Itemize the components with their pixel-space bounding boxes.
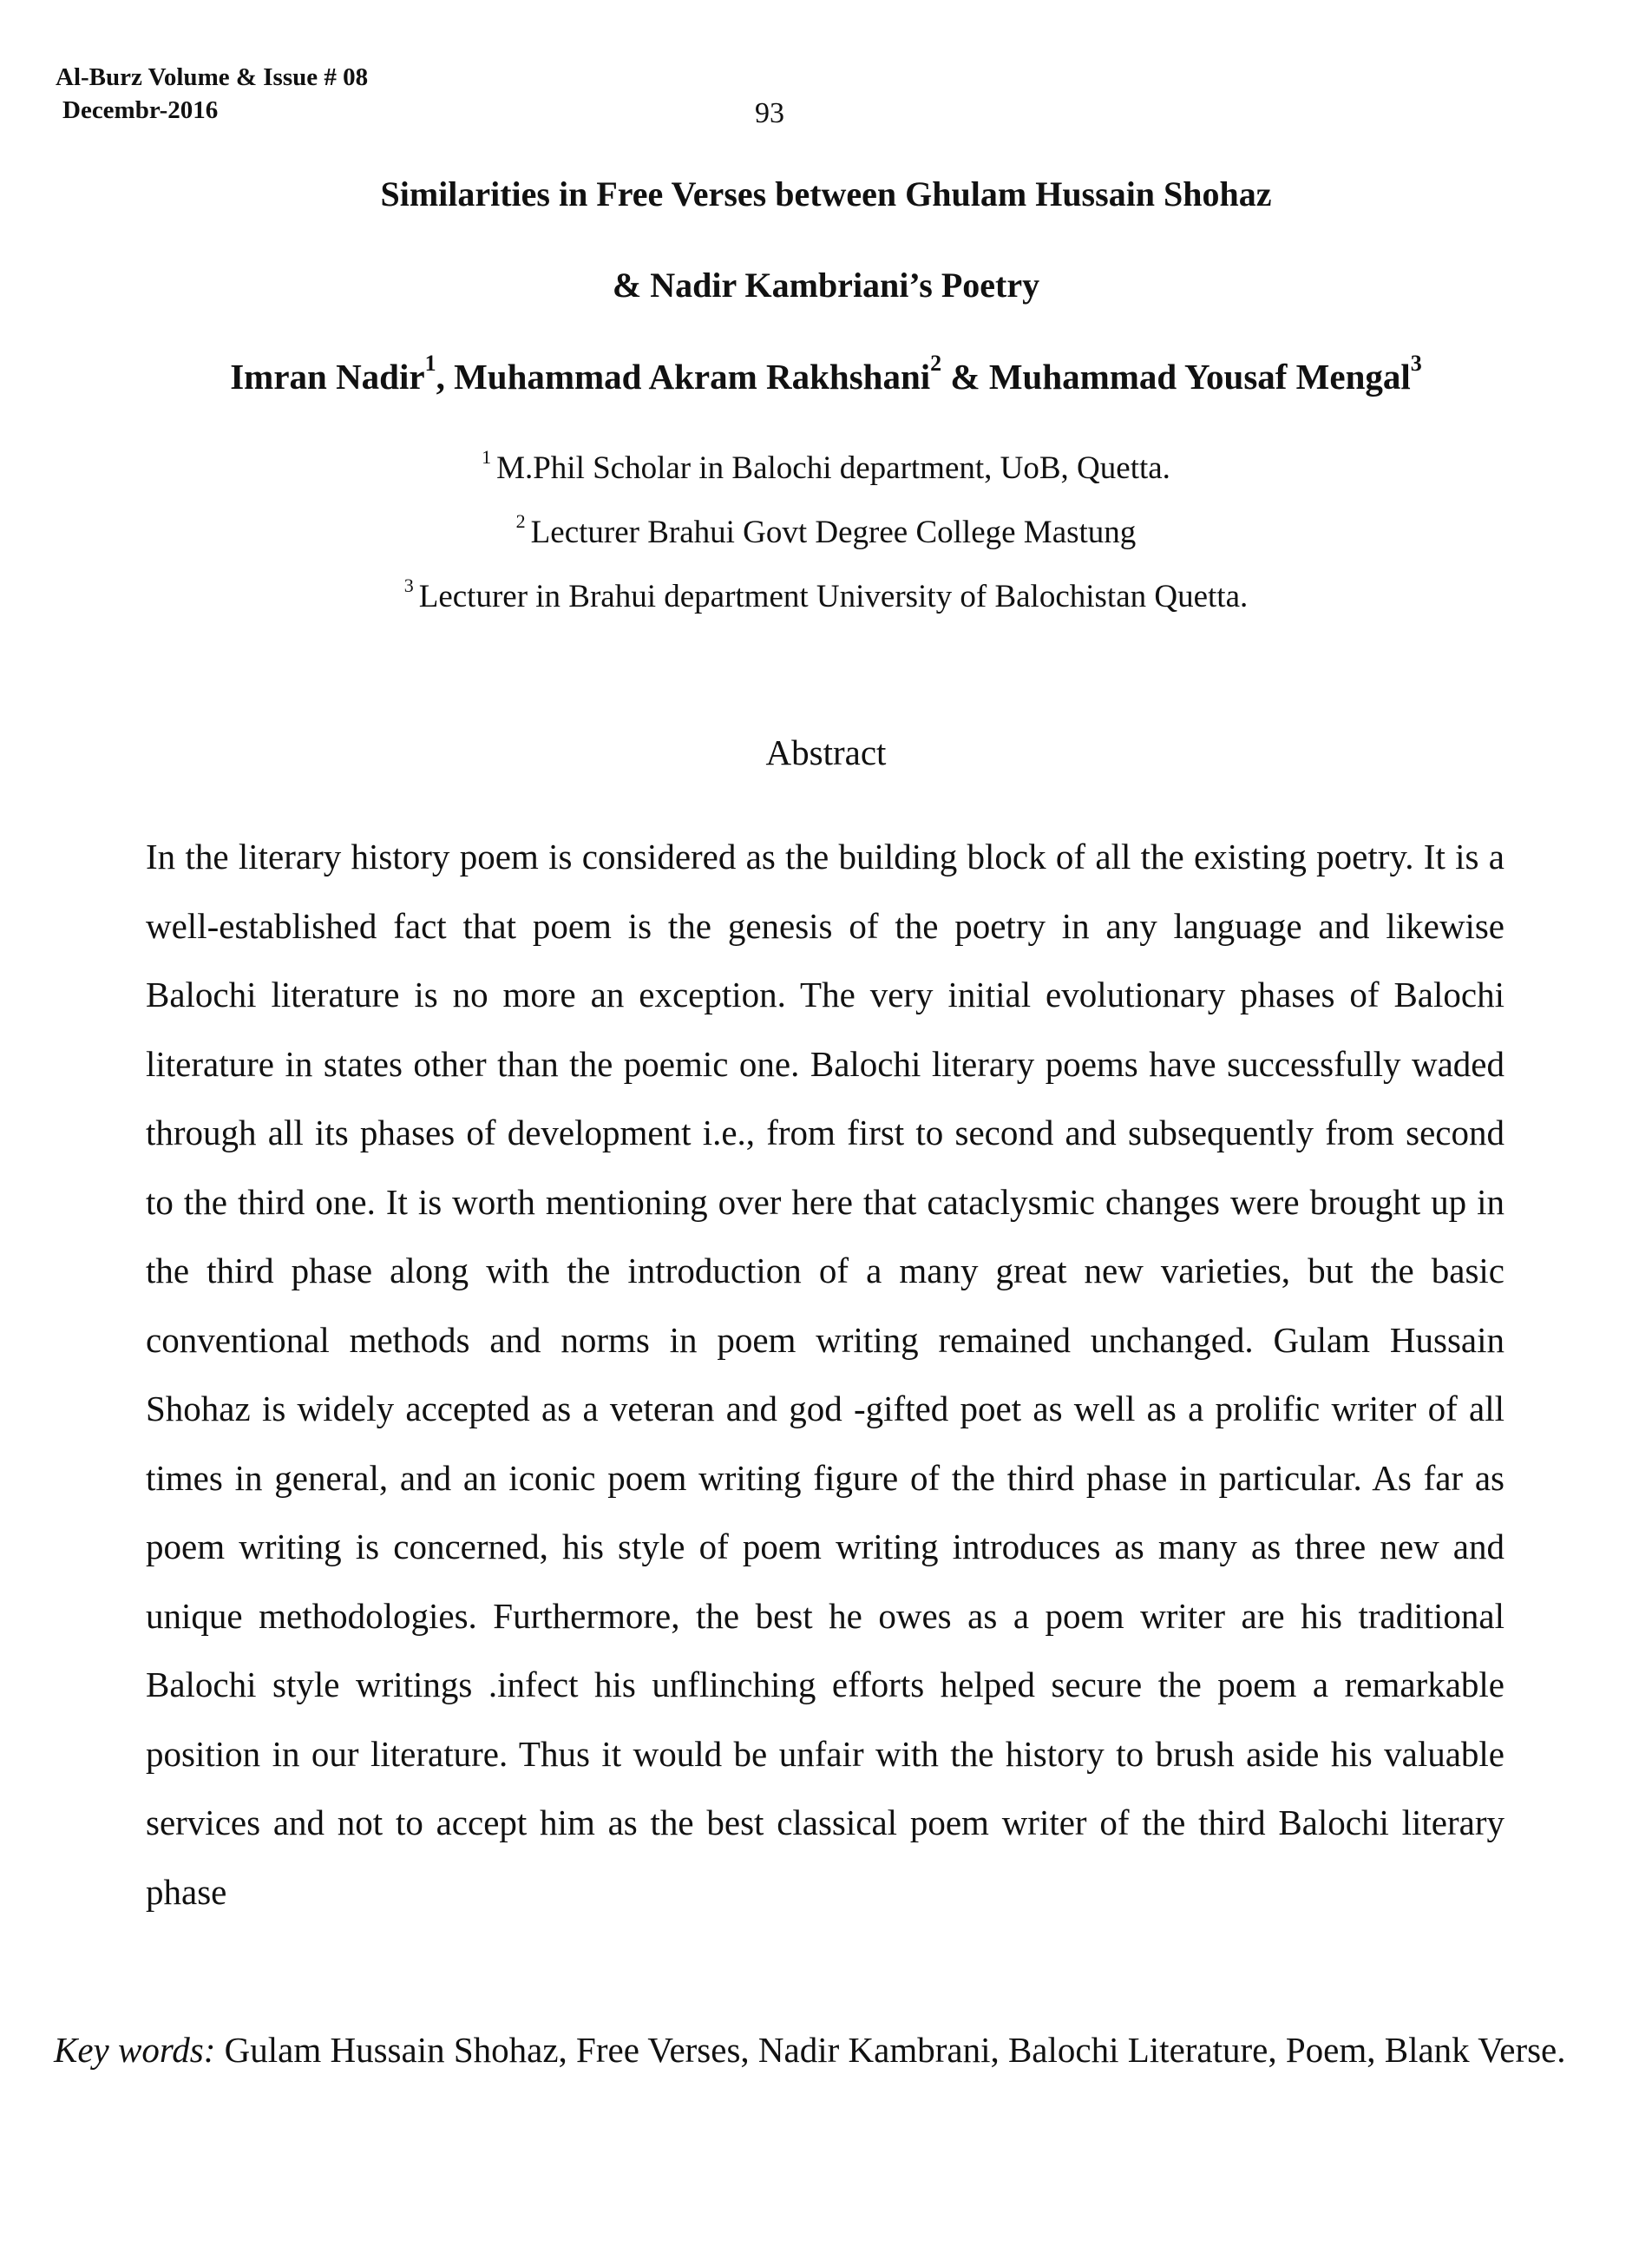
paper-title-line2: & Nadir Kambriani’s Poetry [612, 266, 1040, 305]
author-name: Imran Nadir [230, 357, 425, 397]
affiliation [0, 510, 1652, 551]
affiliation-text: Lecturer Brahui Govt Degree College Mastung [530, 515, 1137, 550]
journal-date: Decembr-2016 [62, 96, 219, 124]
journal-volume: Al-Burz Volume & Issue # 08 [56, 63, 369, 91]
author-affiliation-mark: 1 [424, 351, 436, 376]
author-affiliation-mark: 3 [1410, 351, 1422, 376]
abstract-body: In the literary history poem is considered as the building block of all the existing poetry. It is a well-established fact that poem is the genesis of the poetry in any language and likewise Balochi literature is no more an exception. The very initial evolutionary phases of Balochi literature in states other than the poemic one. Balochi literary poems have successfully waded through all its phases of development i.e., from first to second and subsequently from second to the third one. It is worth mentioning over here that cataclysmic changes were brought up in the third phase along with the introduction of a many great new varieties, but the basic conventional methods and norms in poem writing remained unchanged. Gulam Hussain Shohaz is widely accepted as a veteran and god -gifted poet as well as a prolific writer of all times in general, and an iconic poem writing figure of the third phase in particular. As far as poem writing is concerned, his style of poem writing introduces as many as three new and unique methodologies. Furthermore, the best he owes as a poem writer are his traditional Balochi style writings .infect his unflinching efforts helped secure the poem a remarkable position in our literature. Thus it would be unfair with the history to brush aside his valuable services and not to accept him as the best classical poem writer of the third Balochi literary phase [146, 837, 1504, 1912]
author-affiliation-mark: 2 [930, 351, 942, 376]
affiliation-text: M.Phil Scholar in Balochi department, UoB, Quetta. [496, 450, 1170, 486]
affiliation-number: 2 [515, 510, 526, 532]
keywords-label: Key words: [54, 2030, 216, 2070]
affiliation-number: 3 [403, 574, 414, 596]
author-name: Muhammad Yousaf Mengal [988, 357, 1411, 397]
page-number: 93 [755, 97, 784, 129]
affiliation-text: Lecturer in Brahui department University of Balochistan Quetta. [418, 579, 1249, 614]
journal-header [56, 61, 368, 127]
author-list [0, 351, 1652, 397]
paper-title-line1: Similarities in Free Verses between Ghulam Hussain Shohaz [380, 174, 1272, 213]
affiliation [0, 574, 1652, 615]
author-separator: & [941, 357, 989, 397]
affiliation-number: 1 [482, 446, 492, 468]
keywords-text: Gulam Hussain Shohaz, Free Verses, Nadir Kambrani, Balochi Literature, Poem, Blank Verse. [215, 2030, 1566, 2070]
keywords [54, 2030, 1598, 2071]
affiliation [0, 446, 1652, 487]
author-separator: , [436, 357, 455, 397]
author-name: Muhammad Akram Rakhshani [454, 357, 931, 397]
abstract-heading: Abstract [765, 732, 887, 772]
